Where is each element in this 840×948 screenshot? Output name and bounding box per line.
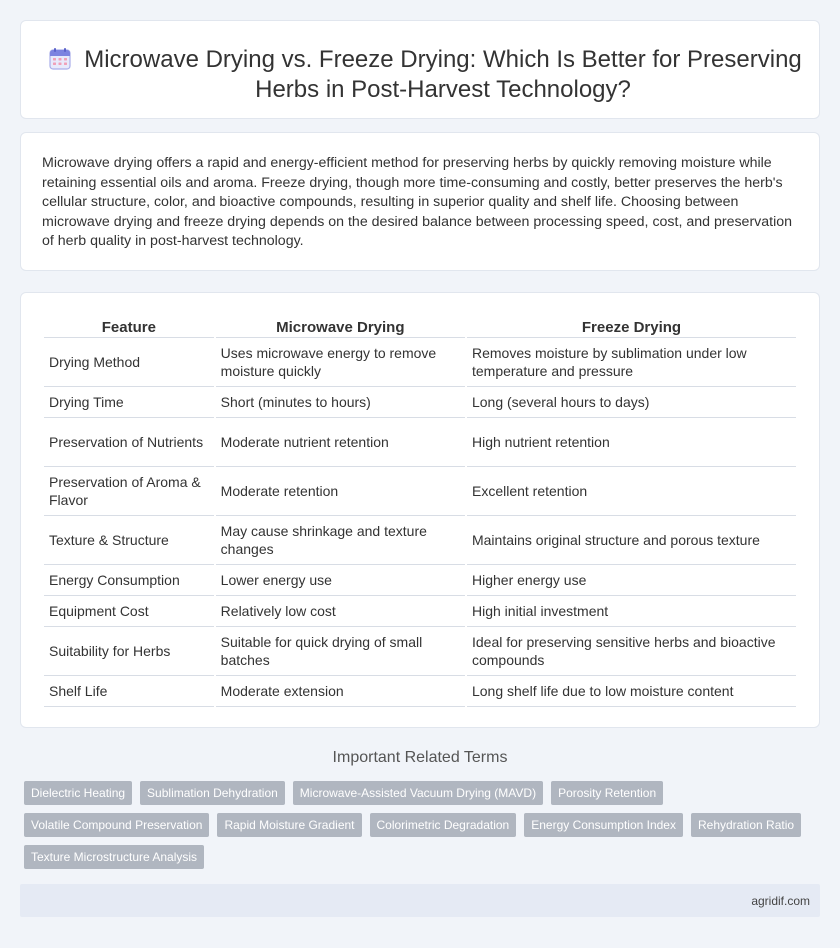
freeze-cell: Ideal for preserving sensitive herbs and bioactive compounds: [467, 627, 796, 676]
title-card: [20, 20, 820, 119]
microwave-cell: Short (minutes to hours): [216, 387, 465, 418]
comparison-table: [42, 316, 798, 707]
footer: [20, 884, 820, 917]
related-term-tag[interactable]: Rehydration Ratio: [691, 813, 801, 837]
feature-cell: Preservation of Aroma & Flavor: [44, 467, 214, 516]
related-term-tag[interactable]: Rapid Moisture Gradient: [217, 813, 361, 837]
table-row: [44, 676, 796, 707]
table-header-row: [44, 316, 796, 338]
feature-cell: Preservation of Nutrients: [44, 418, 214, 467]
freeze-cell: Higher energy use: [467, 565, 796, 596]
microwave-cell: Moderate extension: [216, 676, 465, 707]
freeze-cell: High nutrient retention: [467, 418, 796, 467]
feature-cell: Suitability for Herbs: [44, 627, 214, 676]
freeze-cell: Removes moisture by sublimation under low temperature and pressure: [467, 338, 796, 387]
related-term-tag[interactable]: Porosity Retention: [551, 781, 663, 805]
microwave-cell: Uses microwave energy to remove moisture quickly: [216, 338, 465, 387]
table-row: [44, 516, 796, 565]
freeze-cell: High initial investment: [467, 596, 796, 627]
related-term-tag[interactable]: Sublimation Dehydration: [140, 781, 285, 805]
table-row: [44, 467, 796, 516]
related-terms-list: [24, 781, 814, 869]
related-terms-heading: Important Related Terms: [332, 749, 508, 766]
feature-cell: Shelf Life: [44, 676, 214, 707]
related-term-tag[interactable]: Energy Consumption Index: [524, 813, 683, 837]
table-row: [44, 338, 796, 387]
comparison-table-card: [20, 292, 820, 728]
microwave-cell: Suitable for quick drying of small batches: [216, 627, 465, 676]
related-term-tag[interactable]: Colorimetric Degradation: [370, 813, 517, 837]
microwave-cell: May cause shrinkage and texture changes: [216, 516, 465, 565]
column-header-microwave: Microwave Drying: [216, 316, 465, 338]
column-header-freeze: Freeze Drying: [467, 316, 796, 338]
summary-paragraph: Microwave drying offers a rapid and energy-efficient method for preserving herbs by quickly removing moisture while retaining essential oils and aroma. Freeze drying, though more time-consuming and costly, better preserves the herb's cellular structure, color, and bioactive compounds, resulting in superior quality and shelf life. Choosing between microwave drying and freeze drying depends on the desired balance between processing speed, cost, and preservation of herb quality in post-harvest technology.: [42, 155, 793, 250]
table-row: [44, 596, 796, 627]
freeze-cell: Long (several hours to days): [467, 387, 796, 418]
microwave-cell: Lower energy use: [216, 565, 465, 596]
feature-cell: Drying Method: [44, 338, 214, 387]
microwave-cell: Moderate retention: [216, 467, 465, 516]
feature-cell: Texture & Structure: [44, 516, 214, 565]
footer-site-link[interactable]: agridif.com: [751, 894, 810, 908]
table-row: [44, 627, 796, 676]
column-header-feature: Feature: [44, 316, 214, 338]
related-term-tag[interactable]: Volatile Compound Preservation: [24, 813, 209, 837]
microwave-cell: Moderate nutrient retention: [216, 418, 465, 467]
table-row: [44, 418, 796, 467]
freeze-cell: Excellent retention: [467, 467, 796, 516]
feature-cell: Energy Consumption: [44, 565, 214, 596]
page-title: Microwave Drying vs. Freeze Drying: Which Is Better for Preserving Herbs in Post-Harvest Technology?: [84, 46, 802, 103]
microwave-cell: Relatively low cost: [216, 596, 465, 627]
related-term-tag[interactable]: Texture Microstructure Analysis: [24, 845, 204, 869]
table-row: [44, 565, 796, 596]
freeze-cell: Long shelf life due to low moisture content: [467, 676, 796, 707]
freeze-cell: Maintains original structure and porous texture: [467, 516, 796, 565]
related-term-tag[interactable]: Microwave-Assisted Vacuum Drying (MAVD): [293, 781, 543, 805]
table-row: [44, 387, 796, 418]
calendar-icon: [48, 47, 72, 71]
feature-cell: Equipment Cost: [44, 596, 214, 627]
related-term-tag[interactable]: Dielectric Heating: [24, 781, 132, 805]
feature-cell: Drying Time: [44, 387, 214, 418]
summary-card: [20, 132, 820, 271]
